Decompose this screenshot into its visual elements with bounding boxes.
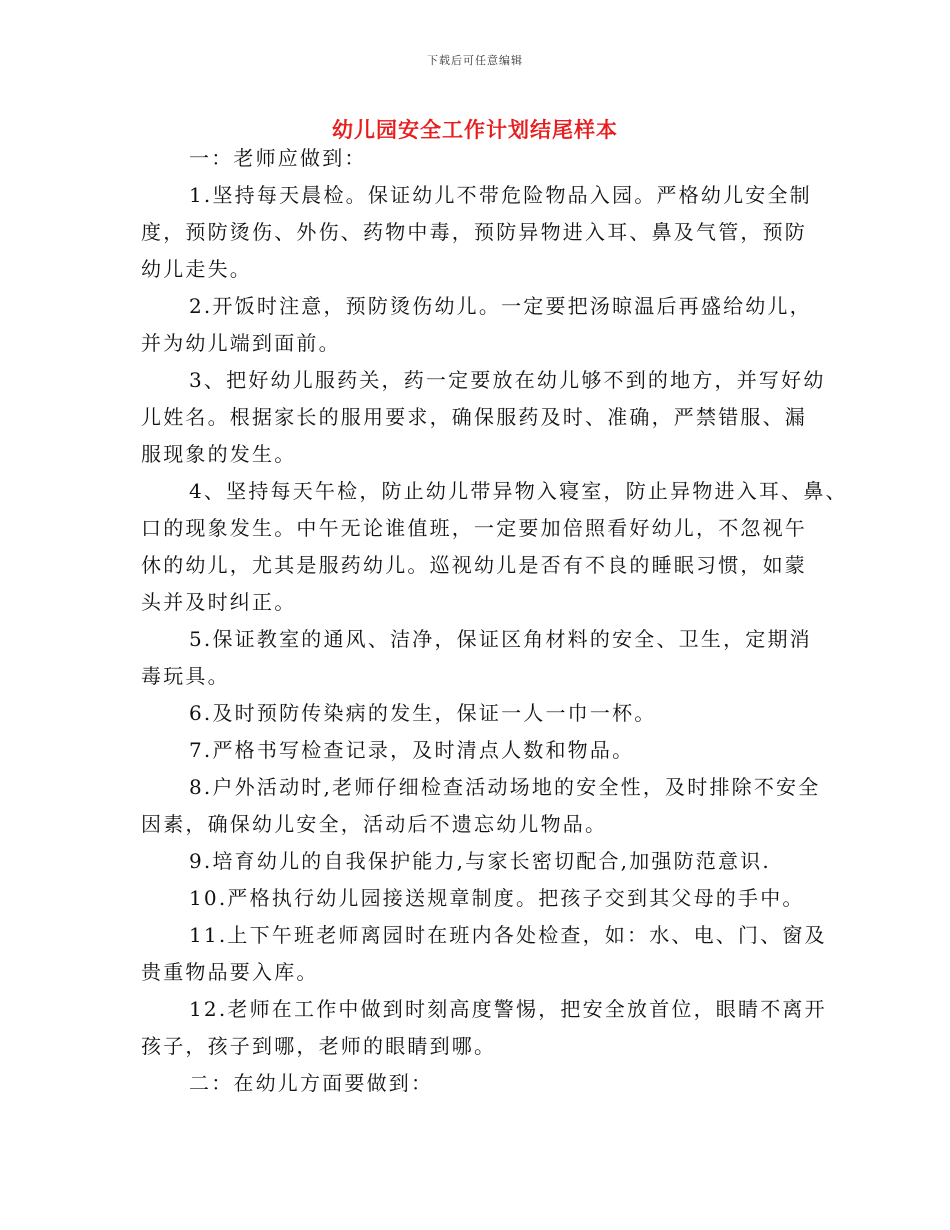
paragraph <box>141 473 848 621</box>
paragraph-line: 毒玩具。 <box>141 664 230 688</box>
paragraph-line: 5.保证教室的通风、洁净，保证区角材料的安全、卫生，定期消 <box>189 627 812 651</box>
paragraph-line: 2.开饭时注意，预防烫伤幼儿。一定要把汤晾温后再盛给幼儿， <box>189 294 812 318</box>
paragraph <box>141 880 811 917</box>
paragraph-line: 服现象的发生。 <box>141 442 297 466</box>
paragraph-line: 度，预防烫伤、外伤、药物中毒，预防异物进入耳、鼻及气管，预防 <box>141 220 807 244</box>
paragraph-line: 口的现象发生。中午无论谁值班，一定要加倍照看好幼儿，不忽视午 <box>141 516 807 540</box>
section-heading <box>141 1065 811 1102</box>
header-note: 下载后可任意编辑 <box>427 54 523 67</box>
paragraph-line: 7.严格书写检查记录，及时清点人数和物品。 <box>189 738 635 762</box>
paragraph <box>141 288 811 362</box>
paragraph-line: 11.上下午班老师离园时在班内各处检查，如：水、电、门、窗及 <box>189 923 827 947</box>
paragraph <box>141 362 826 473</box>
paragraph-line: 儿姓名。根据家长的服用要求，确保服药及时、准确，严禁错服、漏 <box>141 405 807 429</box>
paragraph-line: 10.严格执行幼儿园接送规章制度。把孩子交到其父母的手中。 <box>189 886 805 910</box>
paragraph <box>141 177 811 288</box>
paragraph <box>141 732 811 769</box>
paragraph <box>141 621 811 695</box>
document-title: 幼儿园安全工作计划结尾样本 <box>332 117 618 142</box>
paragraph <box>141 917 827 991</box>
paragraph-line: 并为幼儿端到面前。 <box>141 331 341 355</box>
paragraph <box>141 769 821 843</box>
paragraph-line: 8.户外活动时,老师仔细检查活动场地的安全性，及时排除不安全 <box>189 775 821 799</box>
paragraph <box>141 843 811 880</box>
paragraph-line: 3、把好幼儿服药关，药一定要放在幼儿够不到的地方，并写好幼 <box>189 368 826 392</box>
section-heading <box>141 140 811 177</box>
paragraph-line: 幼儿走失。 <box>141 257 252 281</box>
paragraph-line: 6.及时预防传染病的发生，保证一人一巾一杯。 <box>189 701 657 725</box>
paragraph-line: 9.培育幼儿的自我保护能力,与家长密切配合,加强防范意识. <box>189 849 771 873</box>
paragraph-line: 4、坚持每天午检，防止幼儿带异物入寝室，防止异物进入耳、鼻、 <box>189 479 848 503</box>
paragraph-line: 二：在幼儿方面要做到： <box>189 1071 434 1095</box>
paragraph-line: 一：老师应做到： <box>189 146 367 170</box>
paragraph-line: 贵重物品要入库。 <box>141 960 319 984</box>
document-body <box>141 140 848 1102</box>
paragraph-line: 12.老师在工作中做到时刻高度警惕，把安全放首位，眼睛不离开 <box>189 997 827 1021</box>
paragraph-line: 头并及时纠正。 <box>141 590 297 614</box>
paragraph <box>141 991 827 1065</box>
paragraph-line: 休的幼儿，尤其是服药幼儿。巡视幼儿是否有不良的睡眠习惯，如蒙 <box>141 553 807 577</box>
paragraph-line: 因素，确保幼儿安全，活动后不遗忘幼儿物品。 <box>141 812 608 836</box>
paragraph-line: 孩子，孩子到哪，老师的眼睛到哪。 <box>141 1034 497 1058</box>
paragraph <box>141 695 811 732</box>
paragraph-line: 1.坚持每天晨检。保证幼儿不带危险物品入园。严格幼儿安全制 <box>189 183 812 207</box>
